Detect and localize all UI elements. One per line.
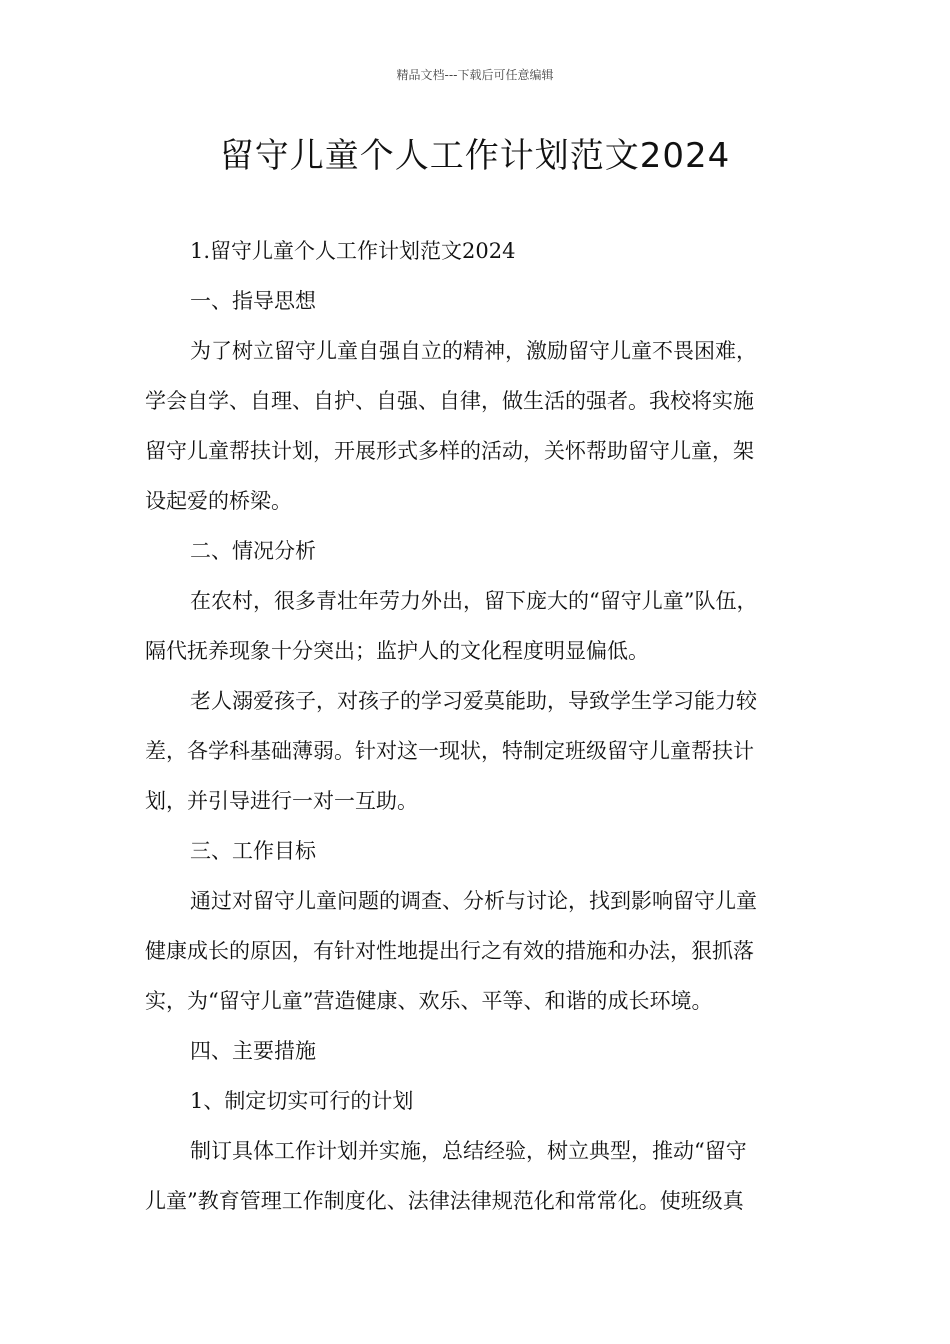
body-line-15: 健康成长的原因，有针对性地提出行之有效的措施和办法，狠抓落: [145, 939, 754, 963]
body-line-10: 老人溺爱孩子，对孩子的学习爱莫能助，导致学生学习能力较: [190, 689, 757, 713]
body-line-6: 设起爱的桥梁。: [145, 489, 292, 513]
body-line-12: 划，并引导进行一对一互助。: [145, 789, 418, 813]
body-line-13: 三、工作目标: [190, 839, 316, 863]
body-line-5: 留守儿童帮扶计划，开展形式多样的活动，关怀帮助留守儿童，架: [145, 439, 754, 463]
body-line-14: 通过对留守儿童问题的调查、分析与讨论，找到影响留守儿童: [190, 889, 757, 913]
document-header-note: 精品文档---下载后可任意编辑: [396, 68, 554, 82]
body-line-8: 在农村，很多青壮年劳力外出，留下庞大的“留守儿童”队伍，: [190, 589, 758, 613]
body-line-3: 为了树立留守儿童自强自立的精神，激励留守儿童不畏困难，: [190, 339, 757, 363]
body-line-7: 二、情况分析: [190, 539, 316, 563]
body-line-20: 儿童”教育管理工作制度化、法律法律规范化和常常化。使班级真: [145, 1189, 744, 1213]
document-title: 留守儿童个人工作计划范文2024: [219, 136, 731, 176]
document-body: [145, 226, 807, 1226]
body-line-2: 一、指导思想: [190, 289, 316, 313]
body-line-4: 学会自学、自理、自护、自强、自律，做生活的强者。我校将实施: [145, 389, 754, 413]
body-line-16: 实，为“留守儿童”营造健康、欢乐、平等、和谐的成长环境。: [145, 989, 713, 1013]
body-line-18: 1、制定切实可行的计划: [190, 1089, 414, 1113]
body-line-19: 制订具体工作计划并实施，总结经验，树立典型，推动“留守: [190, 1139, 747, 1163]
body-line-1: 1.留守儿童个人工作计划范文2024: [190, 239, 516, 263]
body-line-9: 隔代抚养现象十分突出；监护人的文化程度明显偏低。: [145, 639, 649, 663]
body-line-17: 四、主要措施: [190, 1039, 316, 1063]
body-line-11: 差，各学科基础薄弱。针对这一现状，特制定班级留守儿童帮扶计: [145, 739, 754, 763]
